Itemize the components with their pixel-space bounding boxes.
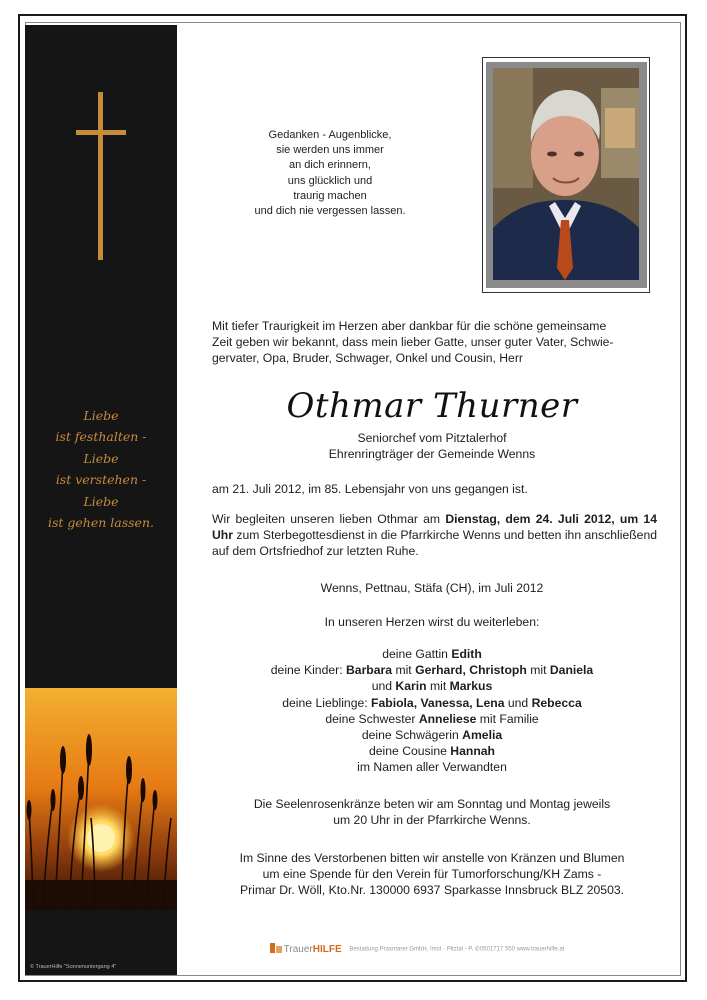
poem-line: an dich erinnern, (289, 159, 371, 172)
relative-name: Hannah (450, 744, 495, 759)
cross-icon (98, 92, 103, 260)
death-statement: am 21. Juli 2012, im 85. Lebensjahr von uns gegangen ist. (212, 482, 528, 496)
footer-brand-a: Trauer (283, 943, 313, 955)
donation-line: um eine Spende für den Verein für Tumorforschung/KH Zams - (262, 867, 602, 882)
relative-row (212, 711, 652, 727)
sidebar-poem-line: ist gehen lassen. (48, 515, 154, 531)
funeral-text: zum Sterbegottesdienst in die Pfarrkirche Wenns und betten ihn anschließend auf dem Ortsfriedhof zur letzten Ruhe. (212, 528, 657, 559)
donation-notice (212, 850, 652, 899)
poem-line: sie werden uns immer (276, 144, 384, 157)
sunset-image (25, 688, 177, 910)
relative-label: mit Familie (476, 711, 539, 726)
footer-brand-b: HILFE (312, 943, 342, 955)
funeral-time: um 14 Uhr (212, 512, 657, 543)
donation-line: Primar Dr. Wöll, Kto.Nr. 130000 6937 Sparkasse Innsbruck BLZ 20503. (239, 883, 625, 898)
title-line: Seniorchef vom Pitztalerhof (357, 431, 507, 445)
poem-line: traurig machen (293, 189, 367, 202)
relative-row: im Namen aller Verwandten (357, 760, 507, 775)
footer-brand (284, 944, 342, 955)
donation-line: Im Sinne des Verstorbenen bitten wir anstelle von Kränzen und Blumen (239, 851, 625, 865)
relative-name: Markus (449, 679, 493, 694)
title-line: Ehrenringträger der Gemeinde Wenns (328, 447, 536, 462)
rosary-line: um 20 Uhr in der Pfarrkirche Wenns. (333, 813, 531, 828)
relative-label: mit (426, 679, 450, 694)
relative-row (212, 662, 652, 678)
copyright-text: © TrauerHilfe "Sonnenuntergang 4" (30, 964, 117, 970)
relative-row (212, 695, 652, 711)
relative-row (212, 646, 652, 662)
intro-line: Mit tiefer Traurigkeit im Herzen aber dankbar für die schöne gemeinsame (212, 319, 607, 333)
deceased-name: Othmar Thurner (286, 386, 578, 426)
relative-label: mit (526, 663, 550, 678)
cross-icon-bar (76, 130, 126, 135)
relative-name: Anneliese (418, 711, 477, 726)
relative-label: deine Kinder: (270, 663, 346, 678)
poem-line: uns glücklich und (287, 174, 373, 187)
relative-row (212, 678, 652, 694)
sidebar-poem (25, 405, 177, 533)
deceased-titles (212, 430, 652, 462)
relative-row (212, 743, 652, 759)
intro-line: Zeit geben wir bekannt, dass mein lieber Gatte, unser guter Vater, Schwie- (212, 335, 614, 350)
sidebar-poem-line: Liebe (83, 450, 119, 466)
relative-name: Gerhard, Christoph (415, 663, 527, 678)
footer (270, 943, 564, 955)
relative-label: und (371, 679, 396, 694)
relative-row (212, 727, 652, 743)
relative-name: Barbara (345, 663, 393, 678)
relative-name: Karin (395, 679, 427, 694)
trauerhilfe-logo-icon (270, 943, 282, 955)
relative-label: deine Cousine (368, 744, 451, 759)
sidebar-poem-line: Liebe (83, 493, 119, 509)
funeral-date: Dienstag, dem 24. Juli 2012, (445, 512, 615, 526)
relative-label: und (504, 695, 532, 710)
relative-name: Amelia (462, 728, 503, 743)
relative-label: deine Schwester (325, 711, 419, 726)
sidebar-poem-line: ist verstehen - (55, 472, 147, 488)
portrait-photo (493, 68, 639, 280)
memorial-poem (205, 128, 455, 219)
relative-label: deine Schwägerin (361, 728, 463, 743)
relative-label: deine Gattin (382, 647, 452, 661)
live-on-line: In unseren Herzen wirst du weiterleben: (324, 615, 540, 629)
relative-label: deine Lieblinge: (282, 695, 372, 710)
sidebar-poem-line: Liebe (83, 408, 119, 423)
intro-text (212, 318, 657, 367)
funeral-text: Wir begleiten unseren lieben Othmar am (212, 512, 446, 526)
sidebar-poem-line: ist festhalten - (55, 429, 147, 445)
relative-name: Fabiola, Vanessa, Lena (371, 695, 505, 710)
rosary-notice (212, 796, 652, 828)
place-date: Wenns, Pettnau, Stäfa (CH), im Juli 2012 (320, 581, 544, 595)
intro-line: gervater, Opa, Bruder, Schwager, Onkel und Cousin, Herr (212, 351, 523, 366)
relative-name: Edith (451, 647, 482, 661)
poem-line: Gedanken - Augenblicke, (268, 129, 392, 141)
relatives-list (212, 646, 652, 776)
relative-name: Daniela (549, 663, 594, 678)
relative-name: Rebecca (531, 695, 582, 710)
funeral-announcement (212, 511, 657, 560)
footer-text: Bestattung Praxmarer GmbH, Imst - Pitztal - P. ✆0501717 550 www.trauerhilfe.at (349, 946, 565, 953)
poem-line: und dich nie vergessen lassen. (254, 205, 406, 218)
relative-label: mit (392, 663, 416, 678)
rosary-line: Die Seelenrosenkränze beten wir am Sonntag und Montag jeweils (253, 797, 611, 811)
